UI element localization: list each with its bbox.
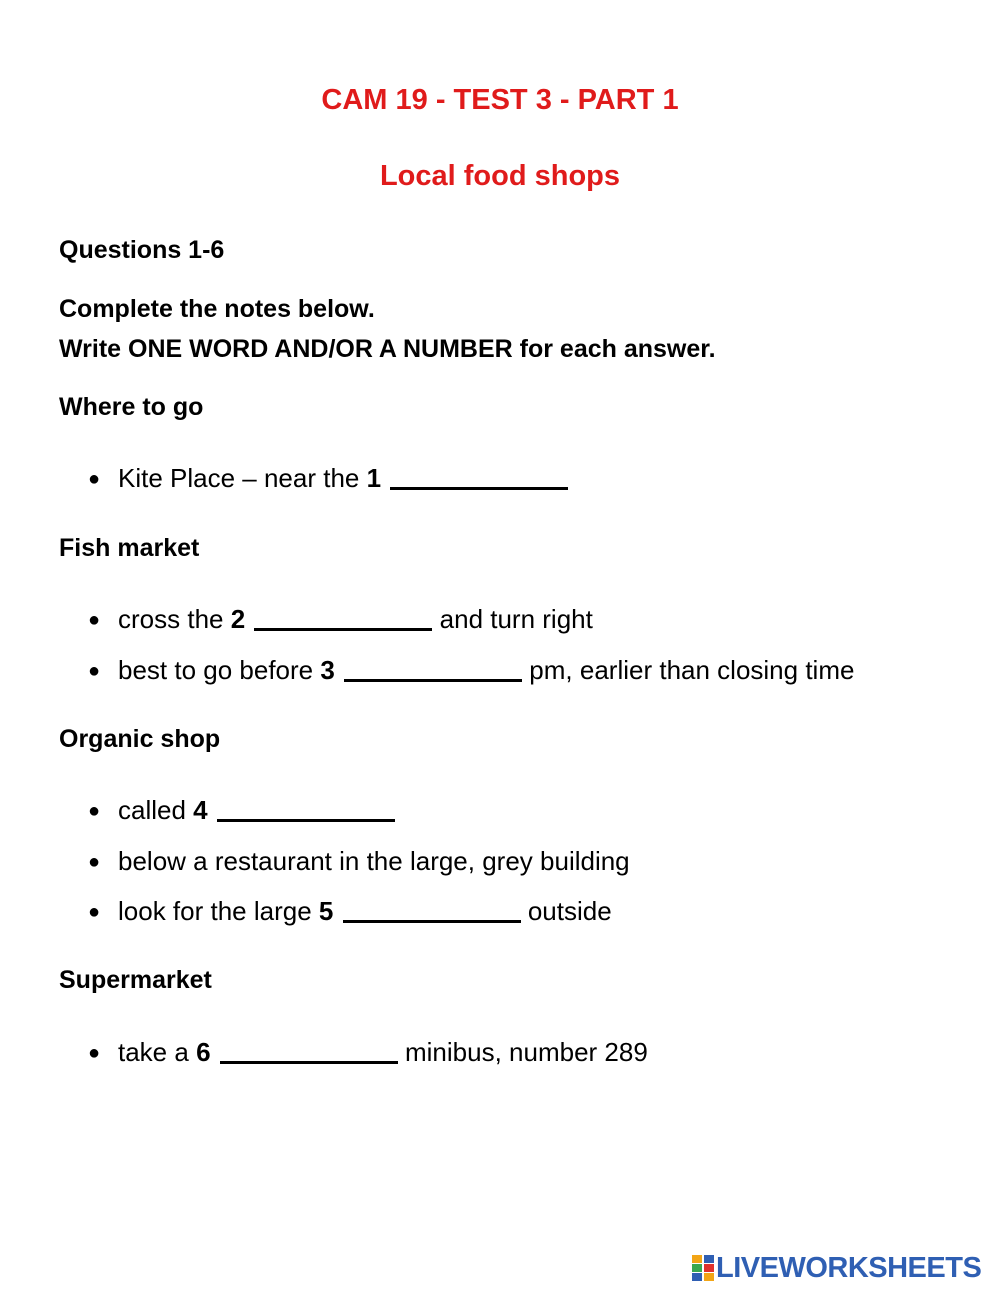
question-number: 4 <box>193 795 208 825</box>
question-number: 5 <box>318 896 334 926</box>
instructions-block <box>59 289 716 369</box>
list-item <box>88 465 568 491</box>
instruction-line-2: Write ONE WORD AND/OR A NUMBER for each answer. <box>59 335 716 363</box>
item-text-after: pm, earlier than closing time <box>522 655 855 685</box>
instruction-line-1: Complete the notes below. <box>59 295 375 323</box>
item-text-after: minibus, number 289 <box>397 1037 648 1067</box>
list-item <box>88 1039 648 1065</box>
item-text-before: Kite Place – near the <box>118 463 367 493</box>
list-item <box>88 797 395 823</box>
list-item <box>88 898 612 924</box>
bullet-icon: ● <box>88 901 101 923</box>
bullet-icon: ● <box>88 660 101 682</box>
list-item <box>88 606 593 632</box>
brand-name: LIVEWORKSHEETS <box>716 1251 982 1284</box>
item-text-before: called <box>118 795 194 825</box>
item-text-after: and turn right <box>432 604 593 634</box>
liveworksheets-logo-icon <box>692 1255 714 1281</box>
worksheet-title: CAM 19 - TEST 3 - PART 1 <box>321 84 679 116</box>
list-item <box>88 848 630 874</box>
list-item <box>88 657 854 683</box>
answer-blank-4[interactable] <box>217 797 395 822</box>
bullet-icon: ● <box>88 800 101 822</box>
item-text-before: best to go before <box>118 655 321 685</box>
answer-blank-5[interactable] <box>343 898 521 923</box>
section-heading-where-to-go: Where to go <box>59 393 204 421</box>
question-number: 1 <box>366 463 382 493</box>
bullet-icon: ● <box>88 609 101 631</box>
question-number: 6 <box>196 1037 211 1067</box>
answer-blank-2[interactable] <box>254 606 432 631</box>
item-text: below a restaurant in the large, grey building <box>118 846 630 876</box>
section-heading-organic-shop: Organic shop <box>59 725 221 753</box>
answer-blank-6[interactable] <box>220 1039 398 1064</box>
bullet-icon: ● <box>88 1042 101 1064</box>
liveworksheets-brand <box>692 1253 981 1283</box>
answer-blank-1[interactable] <box>390 465 568 490</box>
answer-blank-3[interactable] <box>344 657 522 682</box>
item-text-after: outside <box>520 896 612 926</box>
item-text-before: cross the <box>118 604 231 634</box>
item-text-before: look for the large <box>118 896 319 926</box>
section-heading-supermarket: Supermarket <box>59 966 212 994</box>
question-number: 2 <box>230 604 246 634</box>
bullet-icon: ● <box>88 851 101 873</box>
question-number: 3 <box>320 655 335 685</box>
worksheet-subtitle: Local food shops <box>379 160 621 192</box>
item-text-before: take a <box>118 1037 197 1067</box>
questions-range: Questions 1-6 <box>59 236 225 264</box>
section-heading-fish-market: Fish market <box>59 534 200 562</box>
bullet-icon: ● <box>88 468 101 490</box>
